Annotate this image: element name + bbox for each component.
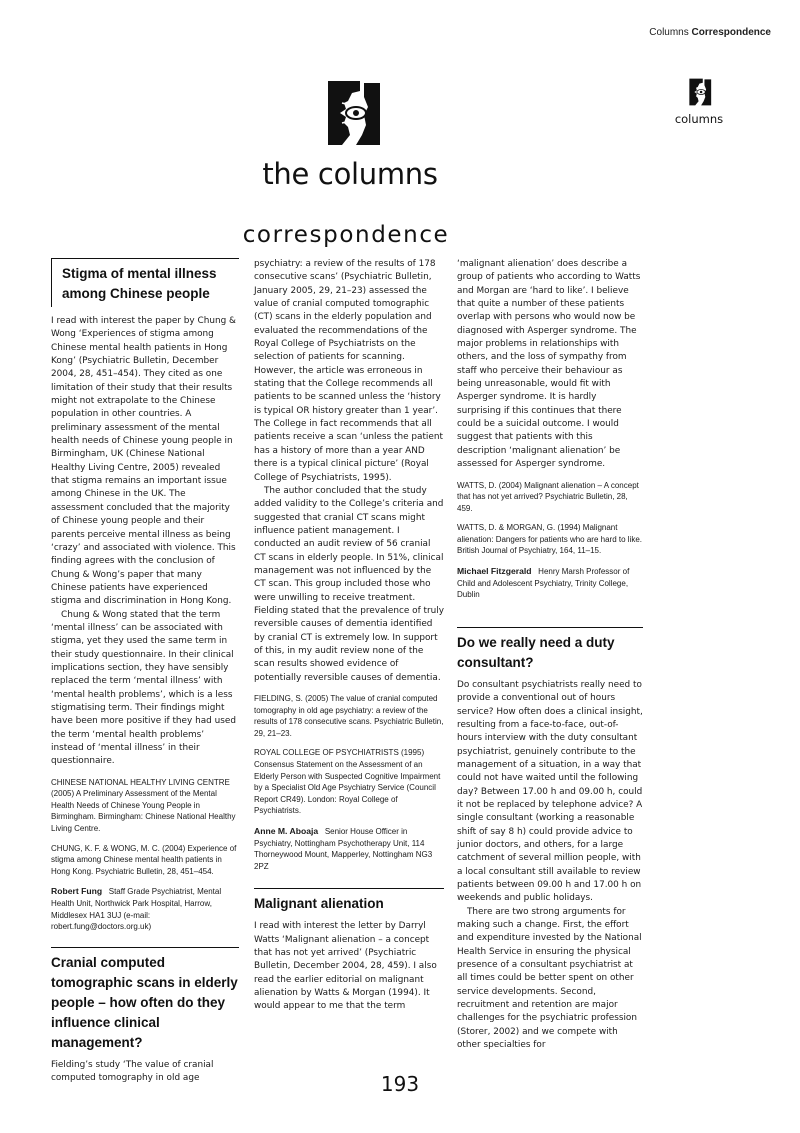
article-2-reference-1: FIELDING, S. (2005) The value of cranial computed tomography in old age psychiatry: a review of the results of 178 consecutive scans. Psychiatric Bulletin, 29, 21–23. [254, 694, 444, 738]
article-4-title: Do we really need a duty consultant? [457, 634, 615, 670]
article-3-title: Malignant alienation [254, 896, 384, 912]
article-2-paragraph-1: Fielding’s study ‘The value of cranial computed tomography in old age [51, 1059, 214, 1084]
article-1-paragraph-1: I read with interest the paper by Chung & Wong ‘Experiences of stigma among Chinese mental health patients in Hong Kong’ (Psychiatric Bulletin, December 2004, 28, 451–454). They cited as one limitation of their study that their results might not extrapolate to the Chinese population in other countries. A preliminary assessment of the mental health needs of Chinese young people in Birmingham, UK (Chinese National Healthy Living Centre, 2005) revealed that stigma remains an important issue among Chinese in the UK. The assessment concluded that the majority of Chinese young people and their parents perceive mental illness as being ‘crazy’ and associated with violence. This finding agrees with the conclusion of Chung & Wong’s paper that many Chinese patients have experienced stigma and discrimination in Hong Kong. [51, 316, 236, 607]
page-number: 193 [380, 1072, 420, 1096]
article-4-paragraph-2: There are two strong arguments for making such a change. First, the effort and expenditure invested by the National Health Service in ensuring the physical presence of a consultant psychiatrist at all times could be better spent on other service developments. Second, recruitment and retention are major challenges for the psychiatric profession (Storer, 2002) and we compete with other specialties for [457, 906, 642, 1051]
article-1-reference-2: CHUNG, K. F. & WONG, M. C. (2004) Experience of stigma among Chinese mental health patients in Hong Kong. Psychiatric Bulletin, 28, 451–454. [51, 843, 237, 876]
article-1-signature [51, 886, 239, 932]
article-3-reference-2: WATTS, D. & MORGAN, G. (1994) Malignant alienation: Dangers for patients who are hard to like. British Journal of Psychiatry, 164, 11–15. [457, 523, 642, 556]
article-3-affiliation: Henry Marsh Professor of Child and Adolescent Psychiatry, Trinity College, Dublin [457, 567, 630, 600]
columns-logo-icon-large [320, 79, 382, 147]
article-2-paragraph-2: The author concluded that the study added validity to the College’s criteria and suggested that cranial CT scans might influence patient management. I conducted an audit review of 56 cranial CT scans in elderly people. In 51%, clinical management was not influenced by the CT scan. This group included those who were unwilling to receive treatment. Fielding stated that the prevalence of truly reversible causes of dementia identified by cranial CT is extremely low. In support of this, in my audit review none of the scan results showed evidence of potentially reversible causes of dementia. [254, 485, 444, 683]
article-3-paragraph-1-continued: ‘malignant alienation’ does describe a group of patients who according to Watts and Morgan are ‘hard to like’. I believe that quite a number of these patients overlap with persons who would now be diagnosed with Asperger syndrome. The major problems in relationships with others, and the loss of sympathy from staff who perceive their behaviour as being unreasonable, would fit with Asperger syndrome. It is hardly surprising if this continues that there could be a suicidal outcome. I would suggest that patients with this description ‘malignant alienation’ be assessed for Asperger syndrome. [457, 259, 641, 470]
article-2-reference-2: ROYAL COLLEGE OF PSYCHIATRISTS (1995) Consensus Statement on the Assessment of an Elderly Person with Suspected Cognitive Impairment by a Specialist Old Age Psychiatry Service (Council Report CR49). London: Royal College of Psychiatrists. [254, 748, 441, 816]
article-4-heading-box [457, 627, 643, 673]
article-2-heading-box [51, 947, 239, 1053]
article-1-paragraph-2: Chung & Wong stated that the term ‘mental illness’ can be associated with stigma, yet they used the same term in their study questionnaire. In their clinical implications section, they have sensibly replaced the term ‘mental illness’ with ‘mental health problems’, which is a less stigmatising term. Their findings might have been more positive if they had used the term ‘mental health problems’ instead of ‘mental illness’ in their questionnaire. [51, 609, 236, 767]
article-2-signature [254, 826, 444, 872]
article-1-title: Stigma of mental illness among Chinese people [62, 266, 217, 301]
columns-logo-icon [686, 77, 712, 107]
article-1-author: Robert Fung [51, 886, 103, 897]
article-2-affiliation: Senior House Officer in Psychiatry, Nottingham Psychotherapy Unit, 114 Thorneywood Mount, Mapperley, Nottingham NG3 2PZ [254, 826, 433, 871]
column-3 [457, 258, 643, 1052]
article-3-paragraph-1: I read with interest the letter by Darryl Watts ‘Malignant alienation – a concept that has not yet arrived’ (Psychiatric Bulletin, December 2004, 28, 459). I also read the earlier editorial on malignant alienation by Watts & Morgan (1994). It would appear to me that the term [254, 921, 437, 1012]
column-1 [51, 258, 239, 1086]
article-3-signature [457, 566, 643, 601]
article-1-heading-box [51, 258, 239, 307]
article-4-paragraph-1: Do consultant psychiatrists really need to provide a conventional out of hours service? How often does a clinical insight, resulting from a face-to-face, out-of-hours interview with the duty consultant psychiatrist, genuinely contribute to the management of a situation, in a way that could not have waited until the following day? Between 17.00 h and 09.00 h, could it not be replaced by telephone advice? A single consultant (working a reasonable shift of say 8 h) could provide advice to junior doctors, and others, for a large catchment of several million people, with a local consultant still available to review patients between 09.00 h and 17.00 h on weekends and public holidays. [457, 679, 643, 904]
article-1-reference-1: CHINESE NATIONAL HEALTHY LIVING CENTRE (2005) A Preliminary Assessment of the Mental Health Needs of Chinese Young People in Birmingham. Birmingham: Chinese National Healthy Living Centre. [51, 777, 236, 834]
section-title: correspondence [242, 222, 450, 248]
article-3-author: Michael Fitzgerald [457, 566, 532, 577]
running-head-subsection: Correspondence [691, 27, 771, 38]
article-2-paragraph-1-continued: psychiatry: a review of the results of 178 consecutive scans’ (Psychiatric Bulletin, January 2005, 29, 21–23) assessed the value of cranial computed tomographic (CT) scans in the elderly population and evaluated the recommendations of the Royal College of Psychiatrists on the selection of patients for scanning. However, the article was erroneous in stating that the College recommends all patients to be scanned unless the ‘history is typical OR history greater than 1 year’. The College in fact recommends that all patients receive a scan ‘unless the patient has a history of more than a year AND there is a typical clinical picture’ (Royal College of Psychiatrists, 1995). [254, 259, 443, 483]
article-2-author: Anne M. Aboaja [254, 825, 319, 836]
running-head [649, 27, 771, 38]
running-head-section: Columns [649, 27, 689, 38]
article-3-heading-box [254, 888, 444, 914]
side-label: columns [674, 112, 724, 126]
article-3-reference-1: WATTS, D. (2004) Malignant alienation – A concept that has not yet arrived? Psychiatric Bulletin, 28, 459. [457, 480, 639, 513]
article-2-title: Cranial computed tomographic scans in elderly people – how often do they influence clinical management? [51, 954, 238, 1050]
article-1-affiliation: Staff Grade Psychiatrist, Mental Health Unit, Northwick Park Hospital, Harrow, Middlesex HA1 3UJ (e-mail: robert.fung@doctors.org.uk) [51, 887, 222, 932]
column-2 [254, 258, 444, 1014]
brand-title: the columns [262, 157, 438, 191]
